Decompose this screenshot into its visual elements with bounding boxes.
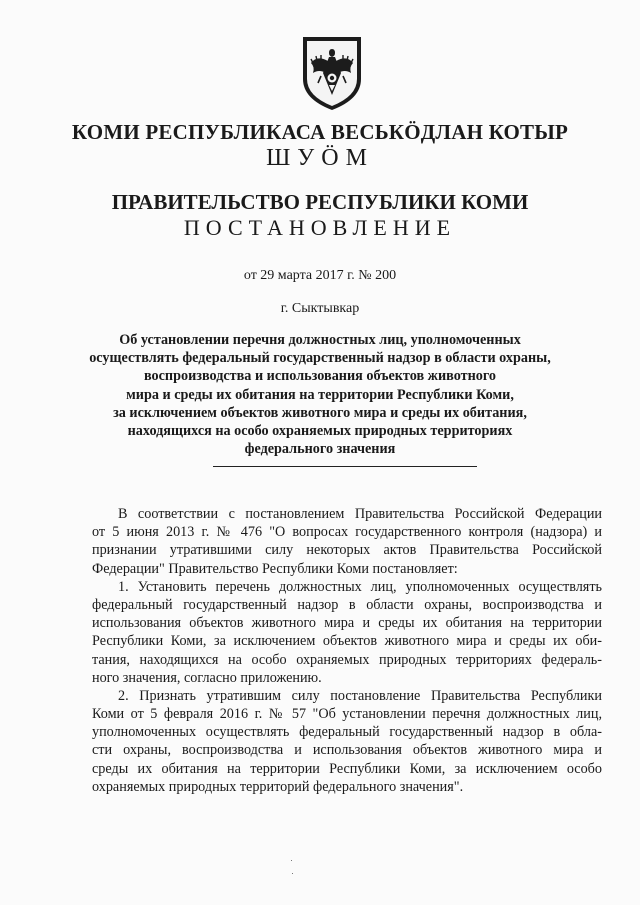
komi-government-title: КОМИ РЕСПУБЛИКАСА ВЕСЬКӦДЛАН КОТЫР — [71, 120, 569, 144]
body-line: уполномоченных осуществлять федеральный государственный надзор в обла- — [92, 724, 602, 741]
document-date-number: от 29 марта 2017 г. № 200 — [243, 268, 397, 283]
item-2-paragraph — [92, 687, 602, 796]
body-line: использования объектов животного мира и среды их обитания на территории — [92, 615, 602, 632]
preamble-paragraph — [92, 505, 602, 578]
body-line: Коми от 5 февраля 2016 г. № 57 "Об установлении перечня должностных лиц, — [92, 706, 602, 723]
title-line: находящихся на особо охраняемых природных территориях — [127, 423, 513, 440]
body-line: от 5 июня 2013 г. № 476 "О вопросах государственного контроля (надзора) и — [92, 524, 602, 541]
body-line: федеральный государственный надзор в области охраны, воспроизводства и — [92, 596, 602, 613]
body-line: охраняемых природных территорий федерального значения". — [92, 778, 464, 795]
body-line: сти охраны, воспроизводства и использования объектов животного мира и — [92, 742, 602, 759]
body-line: Федерации" Правительство Республики Коми постановляет: — [92, 560, 458, 577]
document-title — [0, 331, 640, 458]
body-line: В соответствии с постановлением Правительства Российской Федерации — [118, 506, 602, 522]
government-title: ПРАВИТЕЛЬСТВО РЕСПУБЛИКИ КОМИ — [111, 190, 529, 214]
body-line: среды их обитания на территории Республики Коми, за исключением особо — [92, 760, 602, 777]
document-city: г. Сыктывкар — [280, 301, 360, 316]
title-line: мира и среды их обитания на территории Республики Коми, — [126, 386, 514, 403]
scan-speck — [292, 873, 293, 874]
body-line: 2. Признать утратившим силу постановление Правительства Республики — [118, 687, 602, 704]
body-line: тания, находящихся на особо охраняемых природных территориях федераль- — [92, 651, 602, 668]
scan-speck — [291, 860, 292, 861]
title-line: Об установлении перечня должностных лиц, уполномоченных — [119, 332, 521, 348]
body-line: Республики Коми, за исключением объектов животного мира и среды их оби- — [92, 633, 602, 650]
document-body — [92, 505, 602, 796]
title-line: за исключением объектов животного мира и среды их обитания, — [113, 404, 527, 421]
title-line: воспроизводства и использования объектов животного — [143, 368, 497, 385]
item-1-paragraph — [92, 578, 602, 687]
body-line: признании утратившими силу некоторых актов Правительства Российской — [92, 542, 602, 559]
komi-document-type: ШУӦМ — [266, 145, 374, 171]
body-line: ного значения, согласно приложению. — [92, 669, 322, 686]
document-type: ПОСТАНОВЛЕНИЕ — [183, 215, 457, 240]
title-line: федерального значения — [244, 441, 396, 458]
title-line: осуществлять федеральный государственный надзор в области охраны, — [89, 350, 551, 367]
title-divider — [213, 466, 477, 467]
body-line: 1. Установить перечень должностных лиц, уполномоченных осуществлять — [118, 578, 602, 595]
komi-coat-of-arms-icon — [299, 33, 365, 113]
